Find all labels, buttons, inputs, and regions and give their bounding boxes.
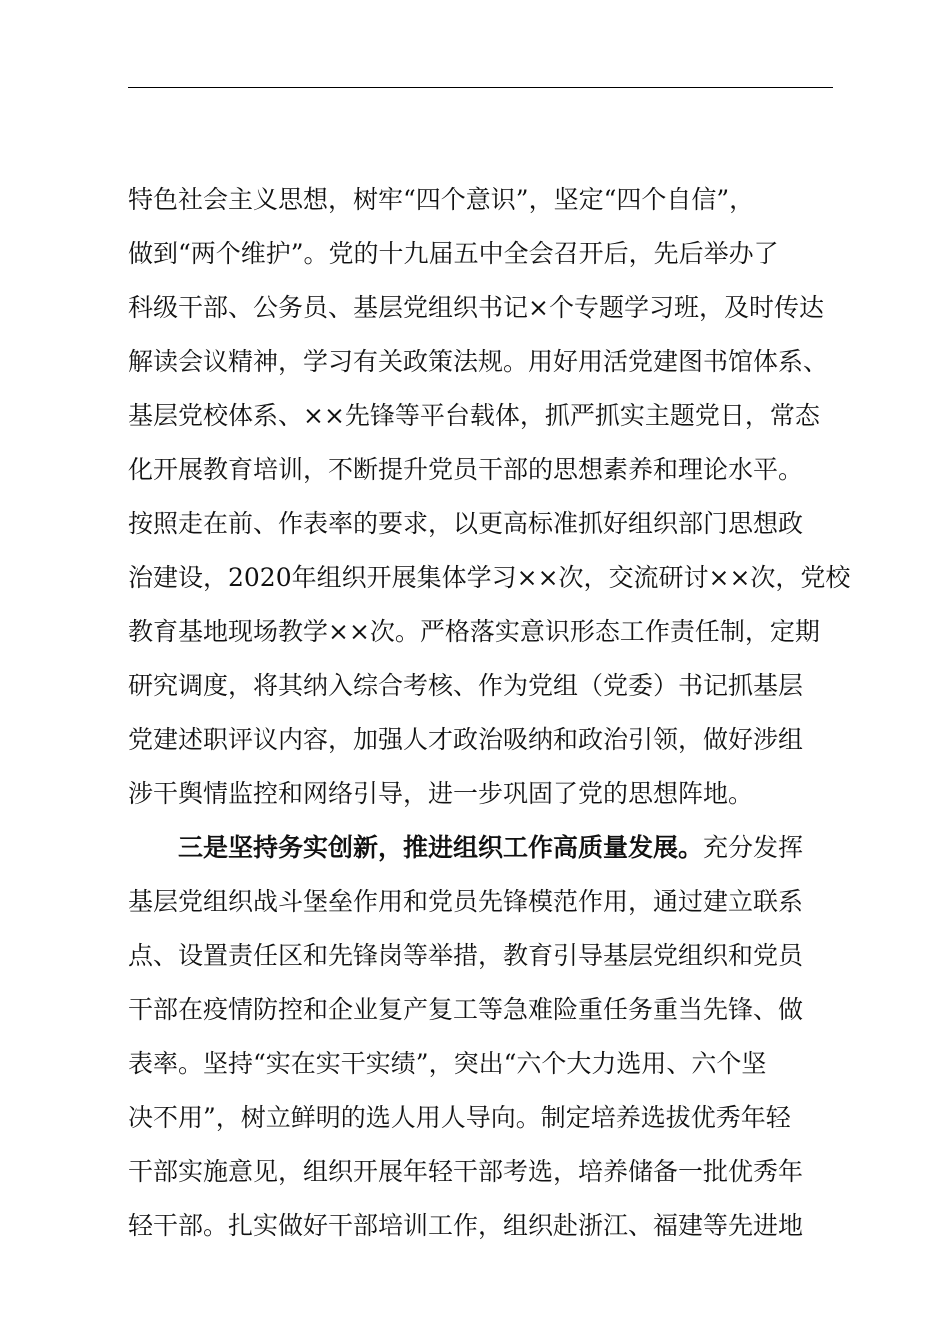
document-body (128, 185, 851, 1266)
text-line: 教育基地现场教学××次。严格落实意识形态工作责任制，定期 (128, 617, 820, 646)
paragraph-first-line-rest: 充分发挥 (703, 833, 804, 862)
text-line: 治建设，2020年组织开展集体学习××次，交流研讨××次，党校 (128, 563, 851, 592)
paragraph-1 (128, 185, 851, 834)
text-line: 基层党组织战斗堡垒作用和党员先锋模范作用，通过建立联系 (128, 887, 804, 916)
text-line: 涉干舆情监控和网络引导，进一步巩固了党的思想阵地。 (128, 779, 754, 808)
paragraph-2 (128, 834, 833, 1266)
paragraph-first-line (128, 834, 833, 888)
text-line: 解读会议精神，学习有关政策法规。用好用活党建图书馆体系、 (128, 347, 829, 376)
text-line: 干部在疫情防控和企业复产复工等急难险重任务重当先锋、做 (128, 995, 804, 1024)
text-line: 基层党校体系、××先锋等平台载体，抓严抓实主题党日，常态 (128, 401, 820, 430)
text-line: 党建述职评议内容，加强人才政治吸纳和政治引领，做好涉组 (128, 725, 804, 754)
text-line: 研究调度，将其纳入综合考核、作为党组（党委）书记抓基层 (128, 671, 804, 700)
text-line: 做到“两个维护”。党的十九届五中全会召开后，先后举办了 (128, 239, 779, 268)
text-line: 决不用”，树立鲜明的选人用人导向。制定培养选拔优秀年轻 (128, 1103, 791, 1132)
paragraph-lead-sentence: 三是坚持务实创新，推进组织工作高质量发展。 (178, 833, 704, 862)
text-line: 化开展教育培训，不断提升党员干部的思想素养和理论水平。 (128, 455, 804, 484)
text-line: 特色社会主义思想，树牢“四个意识”，坚定“四个自信”， (128, 185, 755, 214)
text-line: 科级干部、公务员、基层党组织书记×个专题学习班，及时传达 (128, 293, 824, 322)
text-line: 干部实施意见，组织开展年轻干部考选，培养储备一批优秀年 (128, 1157, 804, 1186)
text-line: 表率。坚持“实在实干实绩”，突出“六个大力选用、六个坚 (128, 1049, 767, 1078)
text-line: 按照走在前、作表率的要求，以更高标准抓好组织部门思想政 (128, 509, 804, 538)
text-line: 点、设置责任区和先锋岗等举措，教育引导基层党组织和党员 (128, 941, 804, 970)
header-rule (128, 87, 833, 88)
text-line: 轻干部。扎实做好干部培训工作，组织赴浙江、福建等先进地 (128, 1211, 804, 1240)
